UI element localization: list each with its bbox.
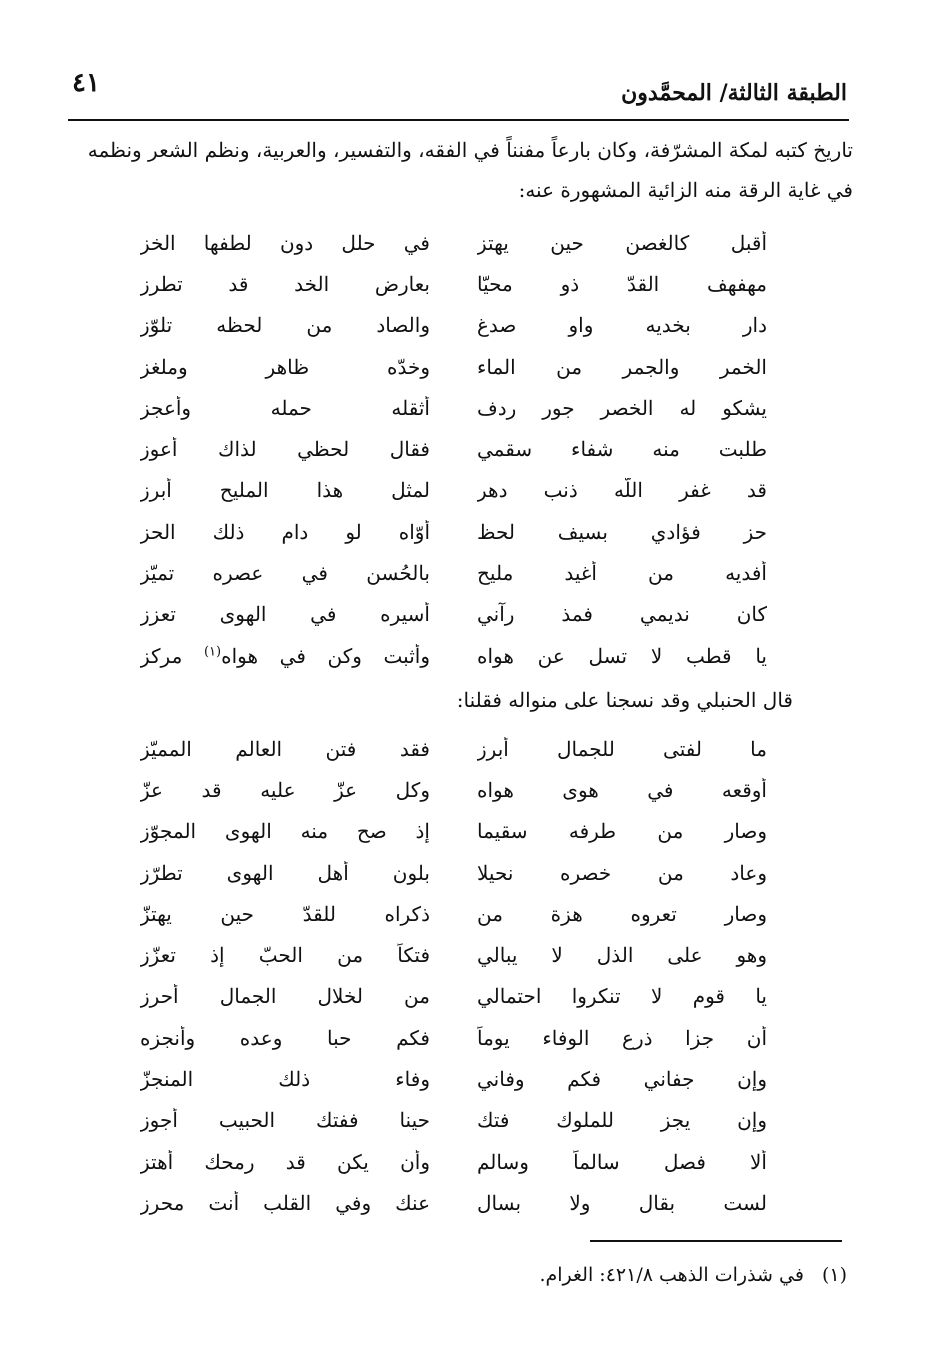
hemistich-first: أفديه من أغيد مليح [477,561,767,586]
verse [140,1058,767,1099]
verse [140,728,767,769]
verse [140,305,767,346]
hemistich-first: مهفهف القدّ ذو محيّا [477,271,767,296]
hemistich-text-end: مركز [140,643,204,668]
verse [140,934,767,975]
hemistich-second: من لخلال الجمال أحرز [140,984,430,1009]
verse [140,346,767,387]
hemistich-second [140,644,430,668]
hemistich-first: يا قطب لا تسل عن هواه [477,643,767,668]
hemistich-text: وأثبت وكن في هواه [221,643,430,668]
hemistich-second: بالحُسن في عصره تميّز [140,561,430,586]
hemistich-first: ما لفتى للجمال أبرز [477,736,767,761]
hemistich-first: أوقعه في هوى هواه [477,777,767,802]
verse [140,1141,767,1182]
footnote-rule [590,1240,842,1242]
hemistich-first: وهو على الذل لا يبالي [477,943,767,968]
hemistich-second: أسيره في الهوى تعزز [140,602,430,627]
hemistich-first: وإن يجز للملوك فتك [477,1108,767,1133]
verse [140,470,767,511]
hemistich-second: عنك وفي القلب أنت محرز [140,1190,430,1215]
hemistich-first: أقبل كالغصن حين يهتز [477,230,767,255]
verse [140,769,767,810]
footnote-marker: (١) [821,1264,847,1286]
transition-note: قال الحنبلي وقد نسجنا على منواله فقلنا: [456,688,793,712]
verse [140,635,767,676]
hemistich-first: لست بقال ولا بسال [477,1190,767,1215]
hemistich-second: فكم حبا وعده وأنجزه [140,1025,430,1050]
hemistich-second: في حلل دون لطفها الخز [140,230,430,255]
hemistich-second: أوّاه لو دام ذلك الحز [140,519,430,544]
hemistich-second: بلون أهل الهوى تطرّز [140,860,430,885]
hemistich-second: وكل عزّ عليه قد عزّ [140,777,430,802]
hemistich-second: ذكراه للقدّ حين يهتزّ [140,901,430,926]
verse [140,428,767,469]
hemistich-first: كان نديمي فمذ رآني [477,602,767,627]
hemistich-first: ألا فصل سالماً وسالم [477,1149,767,1174]
page-number: ٤١ [72,68,100,98]
hemistich-first: طلبت منه شفاء سقمي [477,437,767,462]
verse [140,222,767,263]
hemistich-second: أثقله حمله وأعجز [140,395,430,420]
hemistich-second: والصاد من لحظه تلوّز [140,313,430,338]
hemistich-second: لمثل هذا المليح أبرز [140,478,430,503]
hemistich-first: وصار تعروه هزة من [477,901,767,926]
footnote-reference: (١) [203,643,222,659]
verse [140,852,767,893]
verse [140,1017,767,1058]
verse [140,976,767,1017]
footnote-text: في شذرات الذهب ٤٢١/٨: الغرام. [539,1264,804,1286]
verse [140,387,767,428]
poem-first [140,222,767,676]
hemistich-second: بعارض الخد قد تطرز [140,271,430,296]
hemistich-first: أن جزا ذرع الوفاء يوماً [477,1025,767,1050]
poem-second [140,728,767,1224]
hemistich-first: يا قوم لا تنكروا احتمالي [477,984,767,1009]
hemistich-second: حينا ففتك الحبيب أجوز [140,1108,430,1133]
hemistich-second: إذ صح منه الهوى المجوّز [140,819,430,844]
intro-line: في غاية الرقة منه الزائية المشهورة عنه: [518,178,853,202]
verse [140,1182,767,1223]
hemistich-second: وأن يكن قد رمحك أهتز [140,1149,430,1174]
hemistich-first: قد غفر اللّه ذنب دهر [477,478,767,503]
running-head: الطبقة الثالثة/ المحمَّدون [621,80,847,106]
verse [140,263,767,304]
hemistich-first: الخمر والجمر من الماء [477,354,767,379]
hemistich-first: وعاد من خصره نحيلا [477,860,767,885]
header-rule [68,119,849,121]
hemistich-second: وخدّه ظاهر وملغز [140,354,430,379]
verse [140,893,767,934]
hemistich-second: فتكاً من الحبّ إذ تعزّز [140,943,430,968]
footnote [539,1264,847,1286]
hemistich-first: وصار من طرفه سقيما [477,819,767,844]
verse [140,552,767,593]
verse [140,1100,767,1141]
intro-line: تاريخ كتبه لمكة المشرّفة، وكان بارعاً مفنناً في الفقه، والتفسير، والعربية، ونظم الشعر ونظمه [87,138,853,162]
verse [140,511,767,552]
verse [140,594,767,635]
hemistich-first: دار بخديه واو صدغ [477,313,767,338]
verse [140,811,767,852]
hemistich-first: وإن جفاني فكم وفاني [477,1067,767,1092]
hemistich-second: وفاء ذلك المنجزّ [140,1067,430,1092]
hemistich-second: فقد فتن العالم المميّز [140,736,430,761]
hemistich-first: يشكو له الخصر جور ردف [477,395,767,420]
hemistich-second: فقال لحظي لذاك أعوز [140,437,430,462]
intro-paragraph [70,130,853,210]
hemistich-first: حز فؤادي بسيف لحظ [477,519,767,544]
